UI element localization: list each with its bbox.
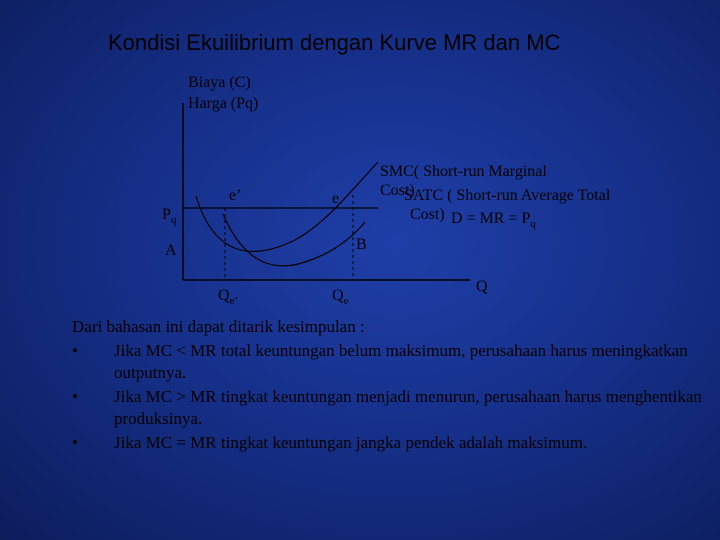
conclusion-list <box>72 340 702 454</box>
list-item-text: Jika MC < MR total keuntungan belum maksimum, perusahaan harus meningkatkan outputnya. <box>114 341 688 382</box>
demand-label-sub: q <box>530 218 536 230</box>
demand-label-main: D = MR = P <box>451 210 531 227</box>
bullet-mark: • <box>72 341 78 360</box>
satc-label-line1: SATC ( Short-run Average Total <box>404 187 611 204</box>
bullet-mark: • <box>72 387 78 406</box>
list-item <box>72 386 702 430</box>
demand-label <box>451 210 536 229</box>
y-axis-label-line1: Biaya (C) <box>188 74 251 91</box>
qe-prime-label-sub: e’ <box>229 295 239 307</box>
list-item <box>72 340 702 384</box>
conclusion-block <box>72 316 702 456</box>
bullet-mark: • <box>72 433 78 452</box>
list-item-text: Jika MC > MR tingkat keuntungan menjadi menurun, perusahaan harus menghentikan produksinya. <box>114 387 702 428</box>
satc-label-line2: Cost) <box>410 206 445 223</box>
list-item-text: Jika MC = MR tingkat keuntungan jangka pendek adalah maksimum. <box>114 433 588 452</box>
point-e-label: e <box>332 190 340 207</box>
qe-prime-label-main: Q <box>218 287 230 304</box>
a-label: A <box>165 242 177 259</box>
q-label: Q <box>476 278 488 295</box>
smc-curve <box>196 162 378 251</box>
y-axis-label-line2: Harga (Pq) <box>188 95 259 112</box>
list-item <box>72 432 702 454</box>
qe-label <box>332 287 348 306</box>
pq-label <box>162 206 176 225</box>
point-e-prime-label: e’ <box>229 187 242 204</box>
qe-label-main: Q <box>332 287 344 304</box>
conclusion-intro: Dari bahasan ini dapat ditarik kesimpulan : <box>72 317 365 336</box>
b-label: B <box>356 236 367 253</box>
slide-title: Kondisi Ekuilibrium dengan Kurve MR dan MC <box>108 30 561 55</box>
smc-label-line2: Cost) <box>380 182 415 199</box>
qe-label-sub: e <box>343 295 349 307</box>
pq-label-sub: q <box>170 214 177 226</box>
qe-prime-label <box>218 287 238 306</box>
smc-label-line1: SMC( Short-run Marginal <box>380 163 547 180</box>
pq-label-main: P <box>162 206 171 223</box>
